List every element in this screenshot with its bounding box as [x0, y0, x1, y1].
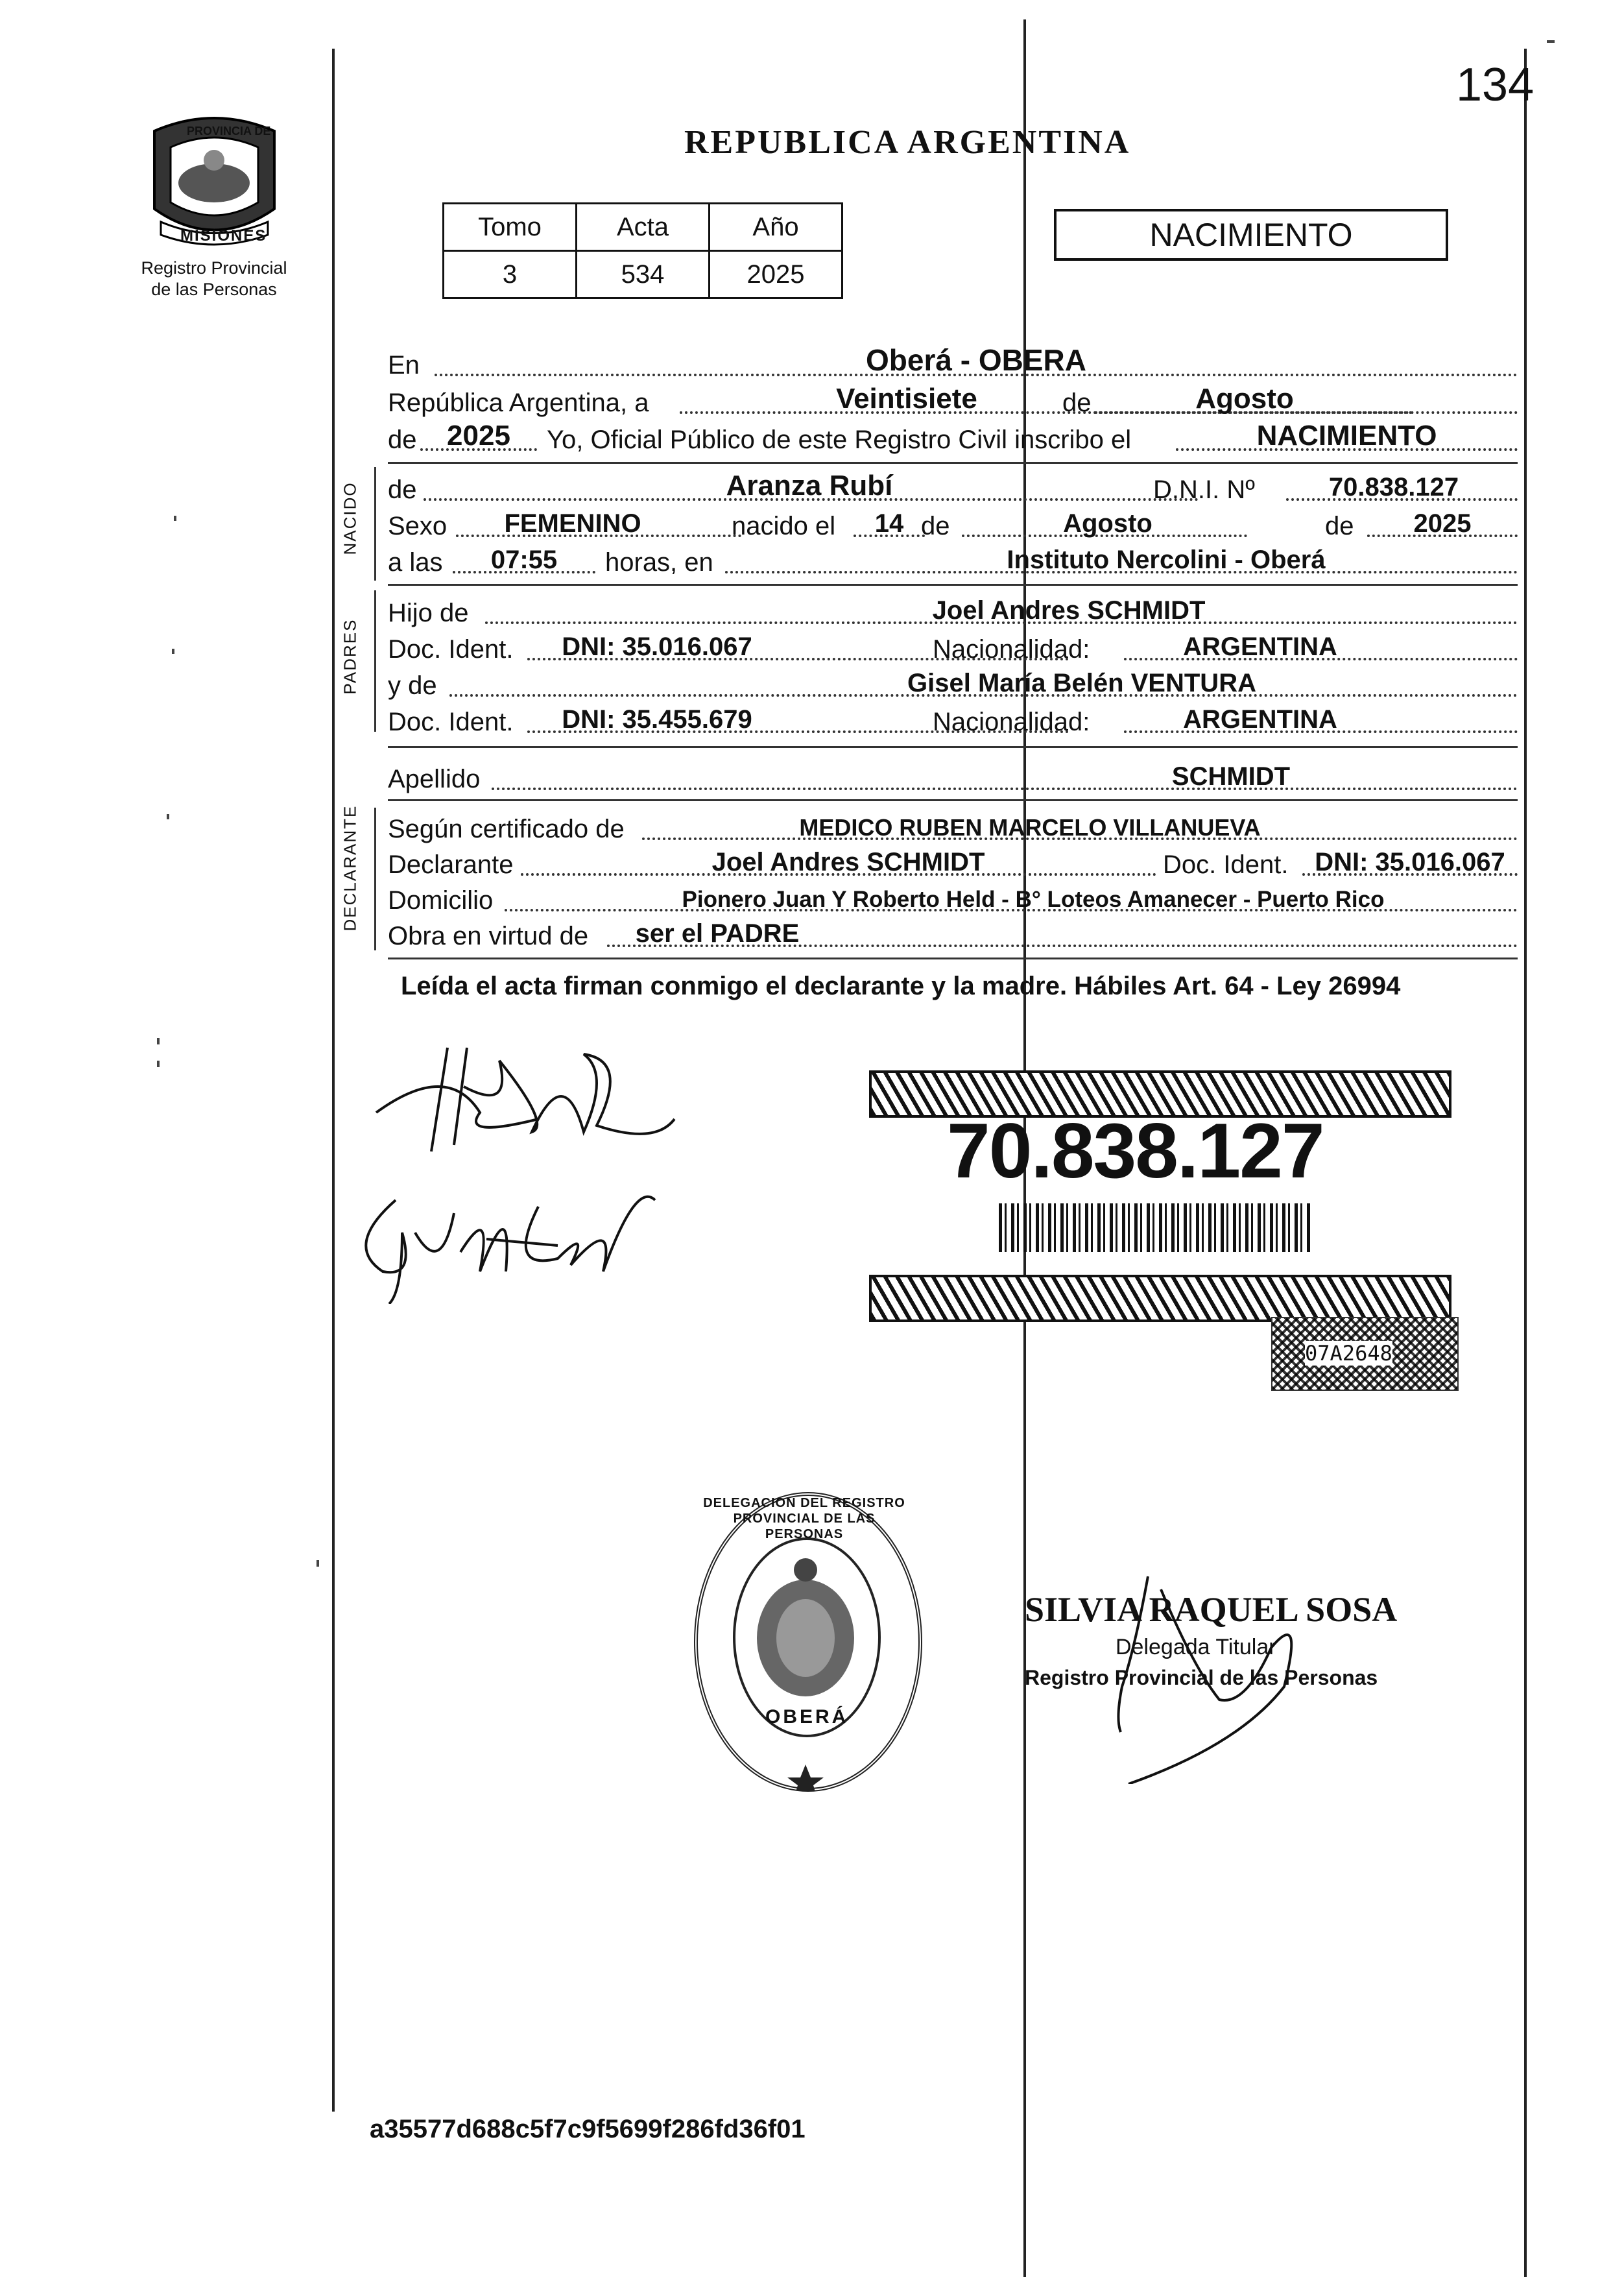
security-code-box [1271, 1317, 1459, 1391]
cert-value: MEDICO RUBEN MARCELO VILLANUEVA [799, 814, 1261, 841]
emblem-ribbon-text: MISIONES [180, 227, 267, 245]
mother-name: Gisel María Belén VENTURA [907, 669, 1256, 697]
page-number: 134 [1456, 59, 1534, 111]
nacido-de-label-2: de [921, 512, 950, 540]
record-type: NACIMIENTO [1149, 217, 1353, 253]
mother-nac-label: Nacionalidad: [933, 708, 1090, 736]
table-header-ano: Año [710, 204, 842, 251]
official-name: SILVIA RAQUEL SOSA [1025, 1590, 1398, 1629]
statement-text: Yo, Oficial Público de este Registro Civil inscribo el [547, 426, 1132, 454]
nacido-de-label-3: de [1325, 512, 1354, 540]
row-apellido [388, 758, 1518, 797]
divider-5 [388, 958, 1518, 959]
declarante-label: Declarante [388, 850, 514, 879]
country-label: República Argentina, a [388, 389, 649, 417]
father-name: Joel Andres SCHMIDT [932, 596, 1206, 625]
barcode [999, 1203, 1310, 1252]
declarant-signature [370, 1035, 681, 1158]
table-value-acta: 534 [577, 251, 710, 298]
table-header-tomo: Tomo [444, 204, 577, 251]
row-father-doc [388, 628, 1518, 667]
year-value: 2025 [447, 420, 510, 452]
record-type-box [1054, 209, 1448, 261]
left-margin-line [332, 49, 335, 2112]
row-domicilio [388, 879, 1518, 918]
row-en [388, 344, 1518, 383]
hijo-de-label: Hijo de [388, 599, 469, 627]
declarante-doc-label: Doc. Ident. [1163, 850, 1289, 879]
province-emblem [141, 112, 287, 251]
row-mother-doc [388, 701, 1518, 740]
nacido-section-label: NACIDO [340, 481, 360, 555]
country-title: REPUBLICA ARGENTINA [684, 124, 1131, 161]
emblem-top-text: PROVINCIA DE [187, 125, 271, 138]
cert-label: Según certificado de [388, 815, 625, 843]
row-declarante [388, 843, 1518, 882]
father-doc-label: Doc. Ident. [388, 635, 514, 664]
stamp-city: OBERÁ [765, 1706, 849, 1728]
registry-name-line2: de las Personas [151, 280, 277, 299]
row-inscripcion [388, 418, 1518, 457]
mother-doc: DNI: 35.455.679 [562, 705, 752, 734]
domicilio-value: Pionero Juan Y Roberto Held - B° Loteos Amanecer - Puerto Rico [682, 887, 1385, 912]
birth-day: 14 [874, 509, 904, 538]
birth-time: 07:55 [490, 546, 558, 574]
divider-3 [388, 746, 1518, 748]
father-doc: DNI: 35.016.067 [562, 632, 752, 661]
official-block [1025, 1570, 1479, 1784]
row-y-de [388, 664, 1518, 703]
father-nac-label: Nacionalidad: [933, 635, 1090, 664]
mother-doc-label: Doc. Ident. [388, 708, 514, 736]
registry-name-line1: Registro Provincial [141, 258, 287, 278]
birth-month: Agosto [1063, 509, 1152, 538]
de-label-2: de [388, 426, 417, 454]
security-small-code: 07A2648 [1305, 1341, 1392, 1366]
official-office: Registro Provincial de las Personas [1025, 1666, 1378, 1689]
mother-nationality: ARGENTINA [1183, 705, 1337, 734]
table-value-tomo: 3 [444, 251, 577, 298]
row-nacido-nombre [388, 468, 1518, 507]
row-obra [388, 915, 1518, 954]
table-value-ano: 2025 [710, 251, 842, 298]
horas-label: horas, en [605, 548, 713, 577]
padres-section-label: PADRES [340, 618, 360, 695]
mother-signature [344, 1174, 668, 1304]
obra-value: ser el PADRE [635, 919, 800, 948]
apellido-value: SCHMIDT [1171, 762, 1291, 791]
time-label: a las [388, 548, 443, 577]
father-nationality: ARGENTINA [1183, 632, 1337, 661]
y-de-label: y de [388, 671, 437, 700]
document-hash: a35577d688c5f7c9f5699f286fd36f01 [370, 2115, 806, 2143]
row-fecha [388, 381, 1518, 420]
closing-text: Leída el acta firman conmigo el declarante y la madre. Hábiles Art. 64 - Ley 26994 [401, 972, 1401, 1000]
day-value: Veintisiete [836, 383, 977, 415]
place-value: Oberá - OBERA [866, 343, 1086, 377]
obra-label: Obra en virtud de [388, 922, 589, 950]
sexo-label: Sexo [388, 512, 448, 540]
table-header-acta: Acta [577, 204, 710, 251]
row-hijo-de [388, 592, 1518, 631]
nacido-dni: 70.838.127 [1328, 473, 1459, 501]
nacido-de-label: de [388, 476, 417, 504]
row-nacido-sexo [388, 505, 1518, 544]
official-role: Delegada Titular [1116, 1635, 1276, 1659]
en-label: En [388, 351, 420, 380]
guilloche-band-bottom [869, 1275, 1451, 1322]
registry-name [117, 258, 311, 300]
record-table [442, 202, 843, 299]
de-label-1: de [1062, 389, 1092, 417]
birth-place: Instituto Nercolini - Oberá [1007, 546, 1326, 574]
declarante-name: Joel Andres SCHMIDT [711, 848, 985, 876]
security-label [869, 1070, 1446, 1330]
nacido-name: Aranza Rubí [726, 470, 893, 501]
dni-label: D.N.I. Nº [1153, 476, 1255, 504]
stamp-ring-text: DELEGACION DEL REGISTRO PROVINCIAL DE LAS PERSONAS [703, 1496, 905, 1541]
declarante-doc: DNI: 35.016.067 [1315, 848, 1505, 876]
declarante-section-label: DECLARANTE [340, 804, 360, 932]
month-value: Agosto [1195, 383, 1294, 415]
sexo-value: FEMENINO [504, 509, 641, 538]
official-stamp [694, 1492, 921, 1790]
apellido-label: Apellido [388, 765, 481, 793]
domicilio-label: Domicilio [388, 886, 494, 915]
nacido-el-label: nacido el [732, 512, 836, 540]
divider-1 [388, 462, 1518, 464]
inscription-type-value: NACIMIENTO [1256, 420, 1437, 452]
row-certificado [388, 808, 1518, 847]
divider-2 [388, 584, 1518, 586]
divider-4 [388, 799, 1518, 801]
right-edge-line [1524, 49, 1527, 2277]
row-nacido-hora [388, 541, 1518, 580]
security-number: 70.838.127 [947, 1107, 1324, 1194]
birth-year: 2025 [1413, 509, 1472, 538]
